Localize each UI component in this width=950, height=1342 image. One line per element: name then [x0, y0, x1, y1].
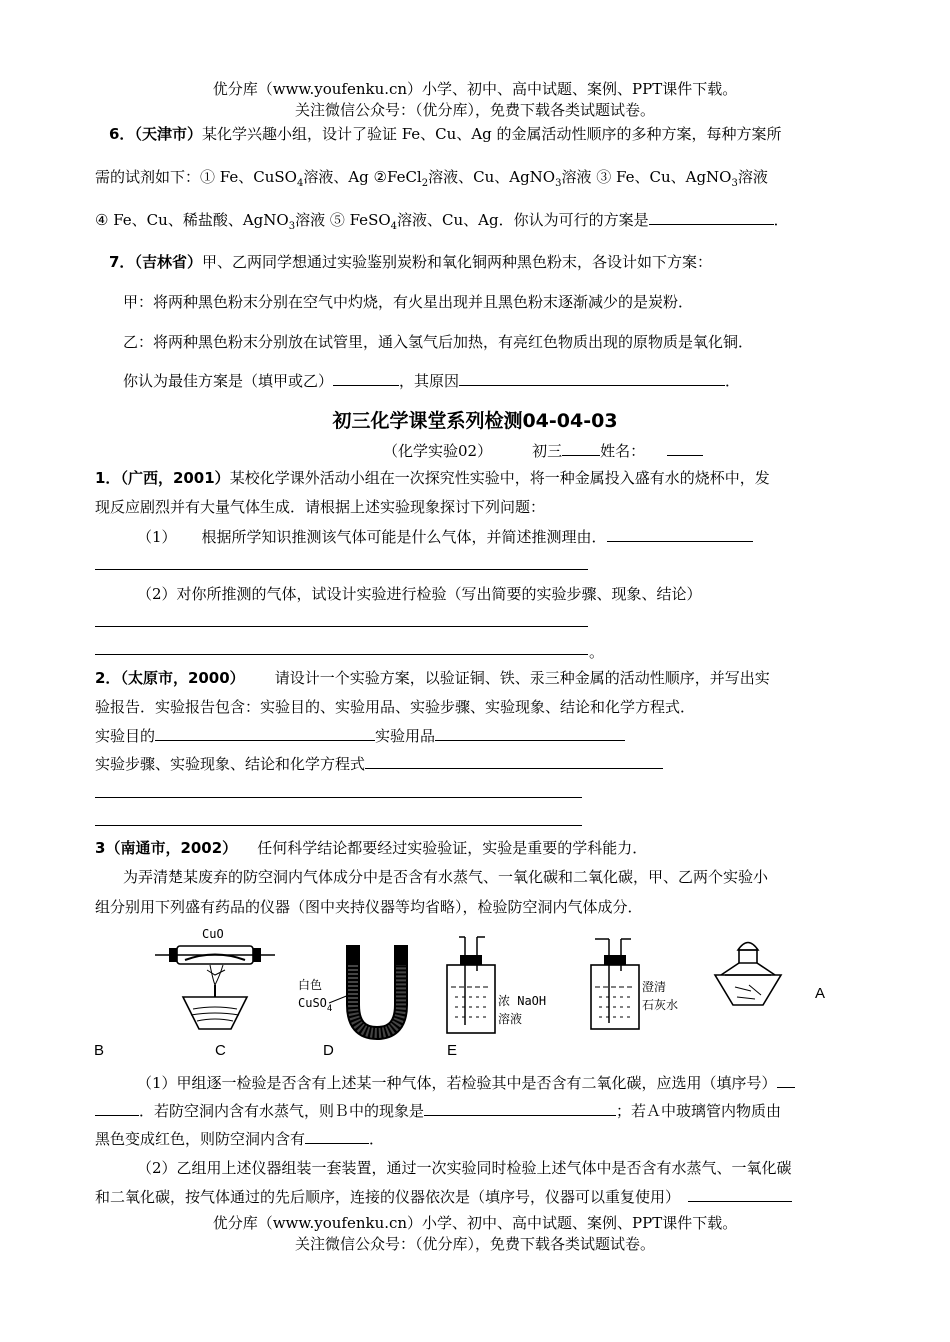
q6-line-2: [95, 166, 768, 189]
q7-plan-yi: 乙：将两种黑色粉末分别放在试管里，通入氢气后加热，有亮红色物质出现的原物质是氧化铜．: [123, 333, 754, 351]
s1-source: （广西，2001）: [120, 469, 230, 487]
q7-reason-blank[interactable]: [459, 371, 725, 386]
class-blank[interactable]: [562, 441, 600, 456]
s2-purpose-blank[interactable]: [155, 726, 375, 741]
s1-part-1-blank[interactable]: [607, 527, 753, 542]
cuo-tube-apparatus: [155, 927, 275, 1029]
naoh-label-1: 浓 NaOH: [498, 994, 547, 1008]
q7-ask-a: 你认为最佳方案是（填甲或乙）: [123, 372, 334, 390]
q7-line-1: [109, 251, 712, 272]
s1-text-1: 某校化学课外活动小组在一次探究性实验中，将一种金属投入盛有水的烧杯中，发: [229, 469, 770, 487]
subscript: 4: [296, 178, 304, 189]
alcohol-lamp: [715, 943, 781, 1006]
s2-supplies-blank[interactable]: [435, 726, 625, 741]
s2-purpose-row: [95, 725, 625, 746]
s3-text-3: 组分别用下列盛有药品的仪器（图中夹持仪器等均省略），检验防空洞内气体成分．: [95, 898, 643, 916]
s1-part-1-num: （1）: [137, 528, 177, 546]
s3-co-blank[interactable]: [305, 1129, 369, 1144]
s3-source: （南通市，2002）: [105, 839, 238, 857]
subscript: 3: [731, 178, 738, 189]
s2-steps-row: [95, 753, 663, 774]
subscript: 4: [390, 221, 398, 232]
s3-part-1-text-c: ；若Ａ中玻璃管内物质由: [616, 1102, 782, 1120]
s3-part-2-text-b: 和二氧化碳，按气体通过的先后顺序，连接的仪器依次是（填序号，仪器可以重复使用）: [95, 1188, 681, 1206]
q6-source: （天津市）: [134, 125, 202, 143]
s2-line-1: [95, 667, 770, 688]
apparatus-label-d: D: [323, 1042, 334, 1059]
q6-text-1: 某化学兴趣小组，设计了验证 Fe、Cu、Ag 的金属活动性顺序的多种方案，每种方案所: [201, 125, 782, 143]
section-title: 初三化学课堂系列检测04-04-03: [332, 410, 618, 432]
s1-number: 1．: [95, 469, 121, 487]
s3-line-1: [95, 837, 647, 858]
s3-part-1-line-2: [95, 1100, 781, 1121]
q6-number: 6．: [109, 125, 135, 143]
s1-part-1-text: 根据所学知识推测该气体可能是什么气体，并简述推测理由．: [201, 528, 607, 546]
u-tube-apparatus: [298, 945, 408, 1033]
q7-plan-jia: 甲：将两种黑色粉末分别在空气中灼烧，有火星出现并且黑色粉末逐渐减少的是炭粉．: [123, 293, 694, 311]
s1-line-1: [95, 467, 770, 488]
s3-part-1-line-3: [95, 1128, 384, 1149]
s1-part-1: [137, 526, 753, 547]
subscript: 2: [421, 178, 429, 189]
q6-text-2a: 需的试剂如下：① Fe、CuSO: [95, 168, 297, 186]
s3-part-1-text-d: 黑色变成红色，则防空洞内含有: [95, 1130, 306, 1148]
cuso4-label: [298, 996, 332, 1014]
answer-line[interactable]: [95, 626, 588, 627]
section-subtitle-name: 姓名：: [600, 442, 646, 460]
s3-order-blank[interactable]: [688, 1187, 792, 1202]
s2-text-1: 请设计一个实验方案，以验证铜、铁、汞三种金属的活动性顺序，并写出实: [274, 669, 770, 687]
q7-choice-blank[interactable]: [333, 371, 399, 386]
apparatus-label-b: B: [94, 1042, 105, 1059]
apparatus-label-e: E: [447, 1042, 458, 1059]
q7-text-1: 甲、乙两同学想通过实验鉴别炭粉和氧化铜两种黑色粉末，各设计如下方案：: [201, 253, 712, 271]
footer-line-1: 优分库（www.youfenku.cn）小学、初中、高中试题、案例、PPT课件下载。: [212, 1214, 738, 1232]
s3-part-1-text-a: （1）甲组逐一检验是否含有上述某一种气体，若检验其中是否含有二氧化碳，应选用（填序号）: [137, 1074, 777, 1092]
s3-part-2-line-1: （2）乙组用上述仪器组装一套装置，通过一次实验同时检验上述气体中是否含有水蒸气、一氧化碳: [137, 1159, 792, 1177]
q6-text-3b: 溶液 ⑤ FeSO: [295, 211, 391, 229]
s2-steps-label: 实验步骤、实验现象、结论和化学方程式: [95, 755, 366, 773]
s2-number: 2．: [95, 669, 121, 687]
q6-period: ．: [773, 211, 789, 229]
s1-end-mark: 。: [589, 643, 605, 661]
q6-line-3: [95, 209, 789, 232]
s3-part-1-line-1: [137, 1072, 795, 1093]
q6-text-3c: 溶液、Cu、Ag．你认为可行的方案是: [397, 211, 649, 229]
s3-co2-blank-cont[interactable]: [95, 1101, 139, 1116]
s3-text-1: 任何科学结论都要经过实验验证，实验是重要的学科能力．: [257, 839, 648, 857]
s2-text-2: 验报告．实验报告包含：实验目的、实验用品、实验步骤、实验现象、结论和化学方程式．: [95, 698, 696, 716]
s2-source: （太原市，2000）: [120, 669, 245, 687]
q6-text-3a: ④ Fe、Cu、稀盐酸、AgNO: [95, 211, 289, 229]
s2-supplies-label: 实验用品: [375, 727, 436, 745]
q6-answer-blank[interactable]: [649, 210, 774, 225]
s3-part-1-period: ．: [369, 1130, 385, 1148]
header-line-2: 关注微信公众号：（优分库），免费下载各类试题试卷。: [294, 101, 655, 119]
answer-line[interactable]: [95, 797, 582, 798]
section-subtitle-class: 初三: [532, 442, 563, 460]
q6-line-1: [109, 123, 782, 144]
answer-line[interactable]: [95, 654, 588, 655]
subscript: 4: [326, 1004, 333, 1014]
section-subtitle-a: （化学实验02）: [383, 442, 493, 460]
s3-number: 3: [95, 839, 106, 857]
naoh-wash-bottle: [447, 937, 546, 1033]
s1-text-2: 现反应剧烈并有大量气体生成．请根据上述实验现象探讨下列问题：: [95, 498, 546, 516]
q6-text-2e: 溶液: [737, 168, 768, 186]
s3-part-2-line-2: [95, 1186, 792, 1207]
q6-text-2c: 溶液、Cu、AgNO: [428, 168, 556, 186]
q6-text-2d: 溶液 ③ Fe、Cu、AgNO: [561, 168, 732, 186]
footer-line-2: 关注微信公众号：（优分库），免费下载各类试题试卷。: [294, 1235, 655, 1253]
header-line-1: 优分库（www.youfenku.cn）小学、初中、高中试题、案例、PPT课件下载。: [212, 80, 738, 98]
apparatus-figure: [155, 925, 795, 1040]
q7-ask: [123, 370, 740, 391]
section-subtitle: [383, 440, 703, 461]
answer-line[interactable]: [95, 825, 582, 826]
apparatus-label-c: C: [215, 1042, 226, 1059]
limewater-label-2: 石灰水: [642, 998, 679, 1012]
q7-ask-b: ，其原因: [399, 372, 460, 390]
q7-number: 7．: [109, 253, 135, 271]
s3-co2-blank[interactable]: [777, 1073, 795, 1088]
s3-text-2: 为弄清楚某废弃的防空洞内气体成分中是否含有水蒸气、一氧化碳和二氧化碳，甲、乙两个实验小: [123, 868, 769, 886]
name-blank[interactable]: [667, 441, 703, 456]
subscript: 3: [555, 178, 562, 189]
s2-steps-blank[interactable]: [365, 754, 663, 769]
white-label: 白色: [298, 978, 323, 992]
apparatus-label-a: A: [815, 985, 826, 1002]
q7-source: （吉林省）: [134, 253, 202, 271]
s3-part-1-text-b: ．若防空洞内含有水蒸气，则Ｂ中的现象是: [139, 1102, 425, 1120]
cuso4-formula: CuSO: [298, 996, 327, 1010]
q6-text-2b: 溶液、Ag ②FeCl: [303, 168, 422, 186]
s3-water-blank[interactable]: [424, 1101, 616, 1116]
q7-period: ．: [725, 372, 741, 390]
naoh-label-2: 溶液: [498, 1012, 523, 1026]
cuo-label: CuO: [202, 927, 224, 941]
s2-purpose-label: 实验目的: [95, 727, 156, 745]
s1-part-2: （2）对你所推测的气体，试设计实验进行检验（写出简要的实验步骤、现象、结论）: [137, 585, 702, 603]
limewater-wash-bottle: [591, 939, 678, 1029]
limewater-label-1: 澄清: [642, 980, 667, 994]
subscript: 3: [288, 221, 296, 232]
answer-line[interactable]: [95, 569, 588, 570]
